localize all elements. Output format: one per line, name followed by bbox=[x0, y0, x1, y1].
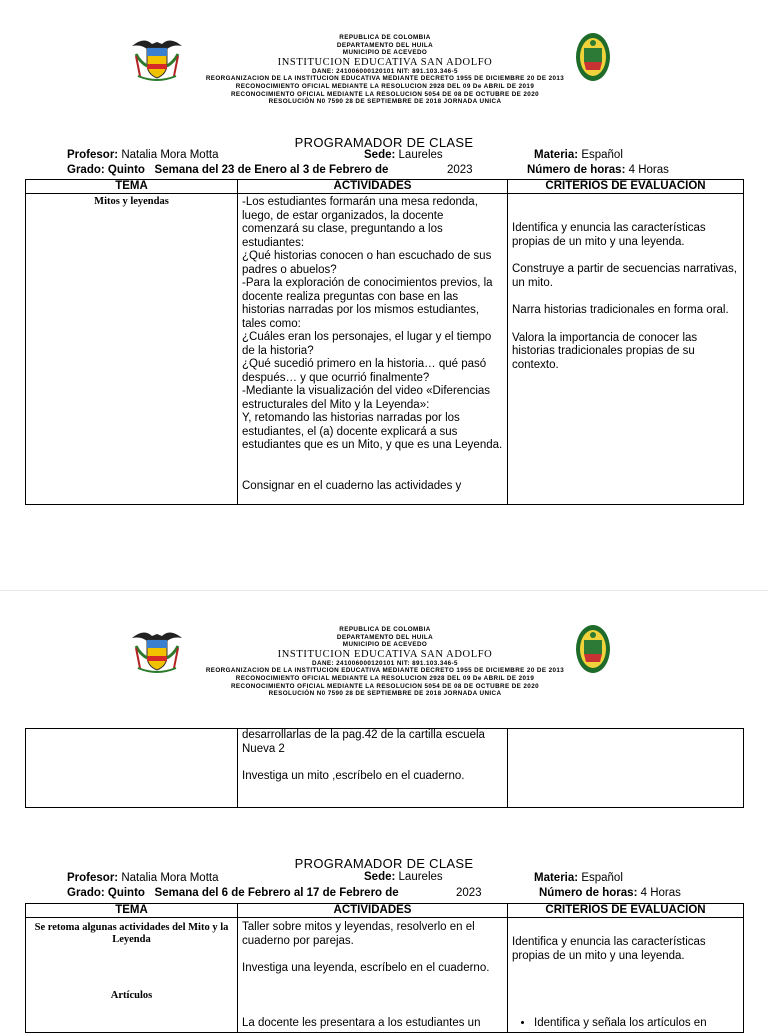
criterio-item: Valora la importancia de conocer las historias tradicionales propias de su contexto. bbox=[512, 331, 698, 371]
program-table-2 bbox=[25, 903, 744, 1033]
tema-cell: Artículos bbox=[110, 990, 153, 1001]
header-line: MUNICIPIO DE ACEVEDO bbox=[342, 49, 428, 57]
horas-label: Número de horas: bbox=[539, 887, 638, 899]
profesor-value: Natalia Mora Motta bbox=[121, 149, 219, 161]
header-line: DEPARTAMENTO DEL HUILA bbox=[336, 41, 434, 49]
page-header-2 bbox=[0, 624, 768, 714]
header-line: RESOLUCIÓN N0 7590 28 DE SEPTIEMBRE DE 2018 JORNADA UNICA bbox=[268, 690, 502, 698]
header-line: RECONOCIMIENTO OFICIAL MEDIANTE LA RESOLUCION 2928 DEL 09 De ABRIL DE 2019 bbox=[235, 82, 535, 90]
institution-name: INSTITUCION EDUCATIVA SAN ADOLFO bbox=[277, 56, 493, 68]
sede-value: Laureles bbox=[398, 871, 443, 883]
actividades-text-end: Consignar en el cuaderno las actividades y bbox=[242, 479, 462, 492]
year-value: 2023 bbox=[447, 164, 473, 176]
column-header-criterios: CRITERIOS DE EVALUACION bbox=[508, 904, 744, 918]
materia-value: Español bbox=[581, 872, 623, 884]
header-line: DEPARTAMENTO DEL HUILA bbox=[336, 633, 434, 641]
grado-label: Grado: Quinto bbox=[67, 164, 145, 176]
header-line: RECONOCIMIENTO OFICIAL MEDIANTE LA RESOLUCION 2928 DEL 09 De ABRIL DE 2019 bbox=[235, 674, 535, 682]
program-title: PROGRAMADOR DE CLASE bbox=[294, 856, 474, 871]
actividades-text: Investiga un mito ,escríbelo en el cuaderno. bbox=[242, 770, 465, 782]
criterio-item: Construye a partir de secuencias narrativas, un mito. bbox=[512, 263, 737, 289]
header-line: REPUBLICA DE COLOMBIA bbox=[339, 626, 431, 633]
header-line: RECONOCIMIENTO OFICIAL MEDIANTE LA RESOLUCION 5054 DE 08 DE OCTUBRE DE 2020 bbox=[230, 90, 540, 98]
column-header-actividades: ACTIVIDADES bbox=[238, 904, 508, 918]
criterio-item: Identifica y enuncia las características propias de un mito y una leyenda. bbox=[512, 936, 706, 962]
sede-value: Laureles bbox=[398, 149, 443, 161]
sede-label: Sede: bbox=[364, 871, 396, 883]
actividades-text: Taller sobre mitos y leyendas, resolverlo en el cuaderno por parejas. bbox=[242, 921, 475, 947]
header-line: MUNICIPIO DE ACEVEDO bbox=[342, 641, 428, 649]
school-seal-icon bbox=[575, 32, 611, 82]
actividades-text: Investiga una leyenda, escríbelo en el cuaderno. bbox=[242, 962, 490, 974]
institution-name: INSTITUCION EDUCATIVA SAN ADOLFO bbox=[277, 648, 493, 660]
criterio-item: Narra historias tradicionales en forma oral. bbox=[512, 304, 729, 316]
school-seal-icon bbox=[575, 624, 611, 674]
horas-value: 4 Horas bbox=[628, 164, 669, 176]
page-separator bbox=[0, 590, 768, 591]
header-line: RESOLUCIÓN N0 7590 28 DE SEPTIEMBRE DE 2018 JORNADA UNICA bbox=[268, 98, 502, 106]
horas-label: Número de horas: bbox=[527, 164, 626, 176]
header-line: DANE: 241006000120101 NIT: 891.103.346-5 bbox=[312, 659, 458, 667]
header-line: RECONOCIMIENTO OFICIAL MEDIANTE LA RESOLUCION 5054 DE 08 DE OCTUBRE DE 2020 bbox=[230, 682, 540, 690]
semana-label: Semana del 6 de Febrero al 17 de Febrero de bbox=[154, 887, 399, 899]
page-header-1 bbox=[0, 32, 768, 122]
tema-cell: Se retoma algunas actividades del Mito y la Leyenda bbox=[34, 922, 229, 945]
horas-value: 4 Horas bbox=[640, 887, 681, 899]
actividades-text: -Los estudiantes formarán una mesa redonda, luego, de estar organizados, la docente comenzará su clase, preguntando a los estudiantes: ¿Qué historias conocen o han escuchado de sus padres o abuelos? -Para la exploración de conocimientos previos, la docente realiza preguntas con base en las historias narradas por los mismos estudiantes, tales como: ¿Cuáles eran los personajes, el lugar y el tiempo de la historia? ¿Qué sucedió primero en la historia… qué pasó después… y que ocurrió finalmente? -Mediante la visualización del video «Diferencias estructurales del Mito y la Leyenda»: Y, retomando las historias narradas por los estudiantes, el (a) docente explicará a sus estudiantes que es un Mito, y que es una Leyenda. bbox=[242, 196, 503, 451]
grado-label: Grado: Quinto bbox=[67, 887, 145, 899]
semana-label: Semana del 23 de Enero al 3 de Febrero de bbox=[154, 164, 389, 176]
actividades-text: La docente les presentara a los estudiantes un bbox=[242, 1016, 481, 1029]
profesor-label: Profesor: bbox=[67, 872, 119, 884]
sede-label: Sede: bbox=[364, 149, 396, 161]
header-line: REORGANIZACION DE LA INSTITUCION EDUCATIVA MEDIANTE DECRETO 1955 DE DICIEMBRE 20 DE 2013 bbox=[205, 667, 565, 675]
criterio-item: • Identifica y señala los artículos en bbox=[534, 1017, 739, 1031]
column-header-tema: TEMA bbox=[26, 180, 238, 194]
actividades-text: desarrollarlas de la pag.42 de la cartilla escuela Nueva 2 bbox=[242, 729, 485, 755]
profesor-label: Profesor: bbox=[67, 149, 119, 161]
header-line: REORGANIZACION DE LA INSTITUCION EDUCATIVA MEDIANTE DECRETO 1955 DE DICIEMBRE 20 DE 2013 bbox=[205, 75, 565, 83]
column-header-actividades: ACTIVIDADES bbox=[238, 180, 508, 194]
materia-label: Materia: bbox=[534, 149, 579, 161]
criterio-item: Identifica y enuncia las características propias de un mito y una leyenda. bbox=[512, 222, 706, 248]
materia-label: Materia: bbox=[534, 872, 579, 884]
profesor-value: Natalia Mora Motta bbox=[121, 872, 219, 884]
program-title: PROGRAMADOR DE CLASE bbox=[294, 135, 474, 150]
header-line: DANE: 241006000120101 NIT: 891.103.346-5 bbox=[312, 67, 458, 75]
materia-value: Español bbox=[581, 149, 623, 161]
header-line: REPUBLICA DE COLOMBIA bbox=[339, 34, 431, 41]
column-header-tema: TEMA bbox=[26, 904, 238, 918]
tema-cell: Mitos y leyendas bbox=[94, 196, 169, 207]
continuation-table bbox=[25, 728, 744, 808]
year-value: 2023 bbox=[456, 887, 482, 899]
program-table-1 bbox=[25, 179, 744, 505]
column-header-criterios: CRITERIOS DE EVALUACION bbox=[508, 180, 744, 194]
